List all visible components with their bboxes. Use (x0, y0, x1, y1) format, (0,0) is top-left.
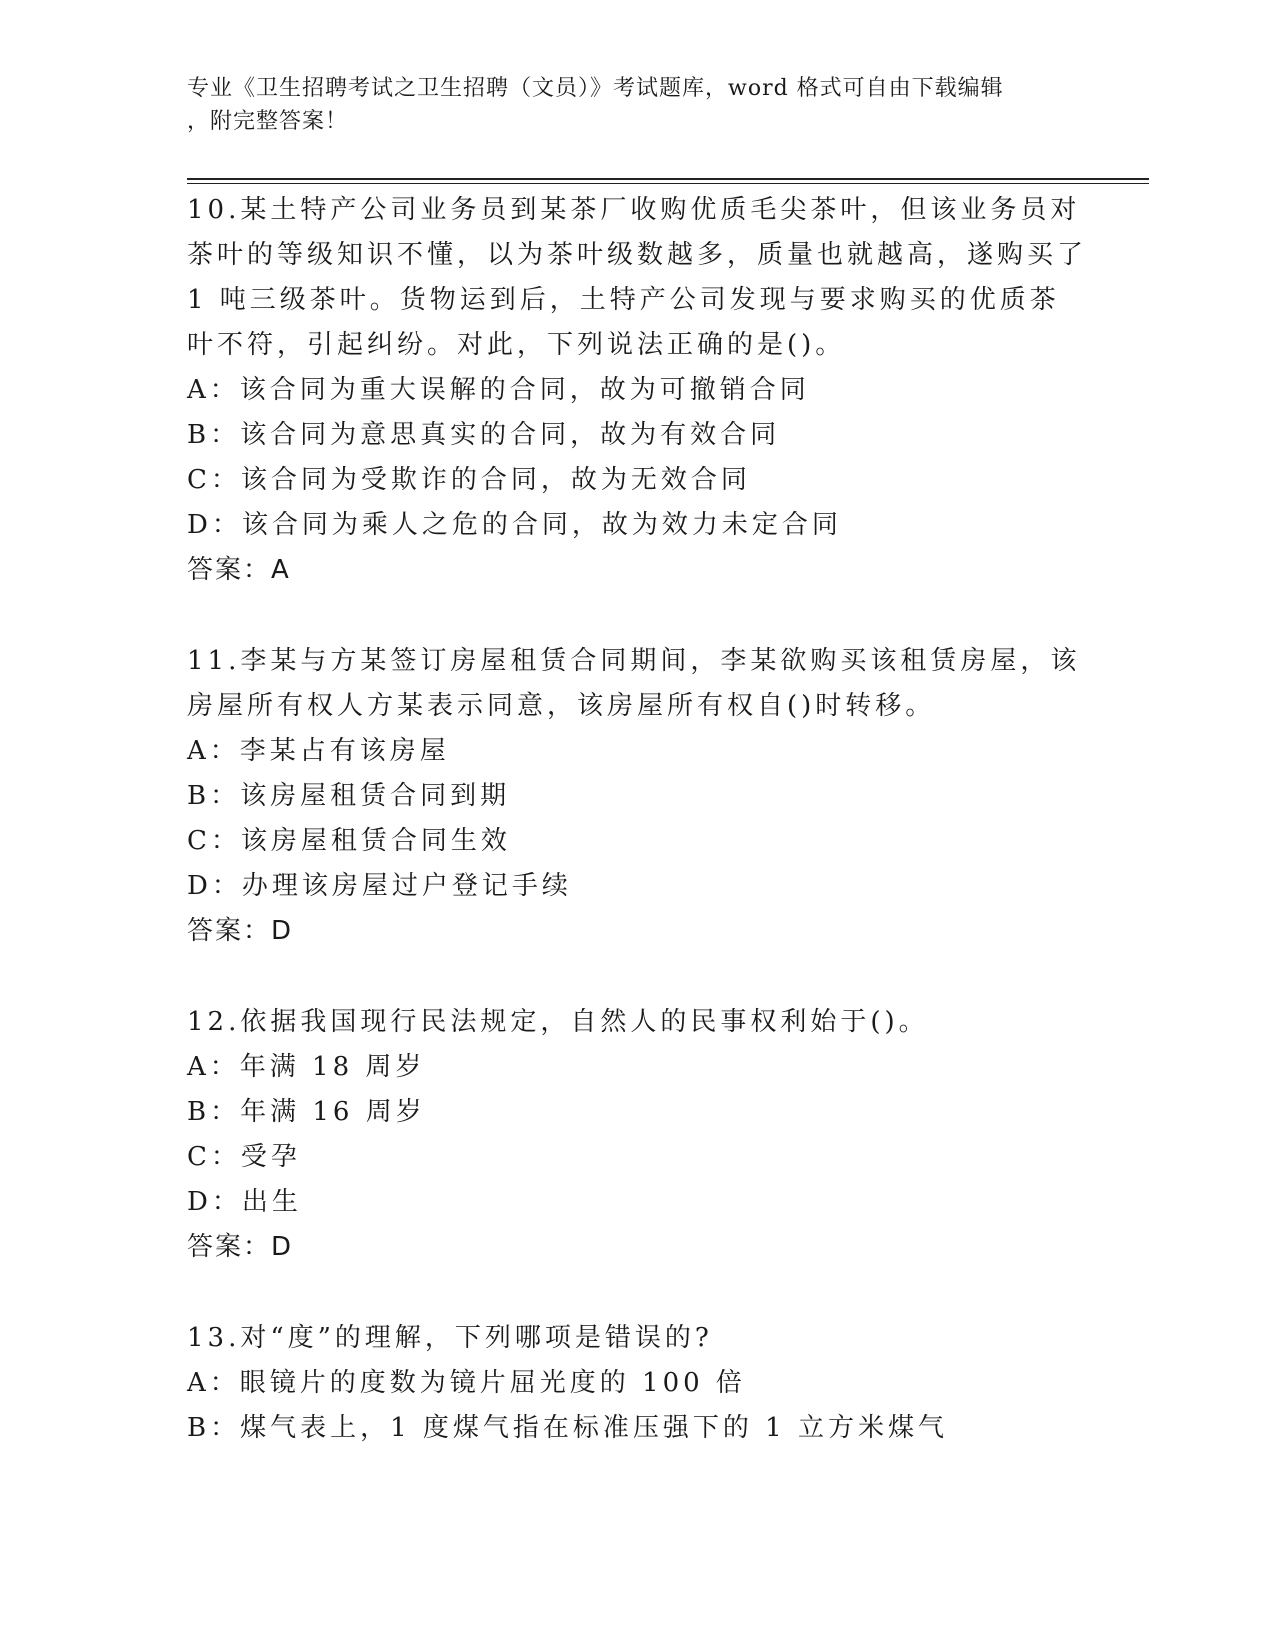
question-13 (187, 1316, 1087, 1451)
option-a: A：眼镜片的度数为镜片屈光度的 100 倍 (187, 1368, 746, 1398)
header-divider-thin (187, 183, 1149, 184)
option-c: C：该合同为受欺诈的合同，故为无效合同 (187, 465, 751, 495)
option-d: D：办理该房屋过户登记手续 (187, 871, 572, 901)
document-header (187, 72, 1087, 138)
header-divider-thick (187, 178, 1149, 180)
answer-line: 答案：D (187, 1232, 294, 1262)
option-a: A：年满 18 周岁 (187, 1052, 426, 1082)
option-b: B：煤气表上，1 度煤气指在标准压强下的 1 立方米煤气 (187, 1413, 948, 1443)
question-list (187, 188, 1087, 1497)
question-stem: 12.依据我国现行民法规定，自然人的民事权利始于()。 (187, 1007, 929, 1037)
answer-line: 答案：D (187, 916, 294, 946)
question-10 (187, 188, 1087, 593)
header-line-1: 专业《卫生招聘考试之卫生招聘（文员）》考试题库，word 格式可自由下载编辑 (187, 76, 1004, 101)
option-b: B：该房屋租赁合同到期 (187, 781, 511, 811)
question-11 (187, 639, 1087, 954)
answer-line: 答案：A (187, 555, 291, 585)
option-b: B：该合同为意思真实的合同，故为有效合同 (187, 420, 781, 450)
header-line-2: ，附完整答案！ (187, 109, 349, 134)
question-12 (187, 1000, 1087, 1270)
option-d: D：该合同为乘人之危的合同，故为效力未定合同 (187, 510, 842, 540)
option-c: C：受孕 (187, 1142, 301, 1172)
option-a: A：李某占有该房屋 (187, 736, 450, 766)
option-d: D：出生 (187, 1187, 302, 1217)
question-stem: 13.对“度”的理解，下列哪项是错误的? (187, 1323, 713, 1353)
question-stem: 10.某土特产公司业务员到某茶厂收购优质毛尖茶叶，但该业务员对茶叶的等级知识不懂，以为茶叶级数越多，质量也就越高，遂购买了 1 吨三级茶叶。货物运到后，土特产公司发现与要求购买的优质茶叶不符，引起纠纷。对此，下列说法正确的是()。 (187, 195, 1088, 360)
option-b: B：年满 16 周岁 (187, 1097, 426, 1127)
option-c: C：该房屋租赁合同生效 (187, 826, 511, 856)
question-stem: 11.李某与方某签订房屋租赁合同期间，李某欲购买该租赁房屋，该房屋所有权人方某表示同意，该房屋所有权自()时转移。 (187, 646, 1081, 721)
option-a: A：该合同为重大误解的合同，故为可撤销合同 (187, 375, 810, 405)
